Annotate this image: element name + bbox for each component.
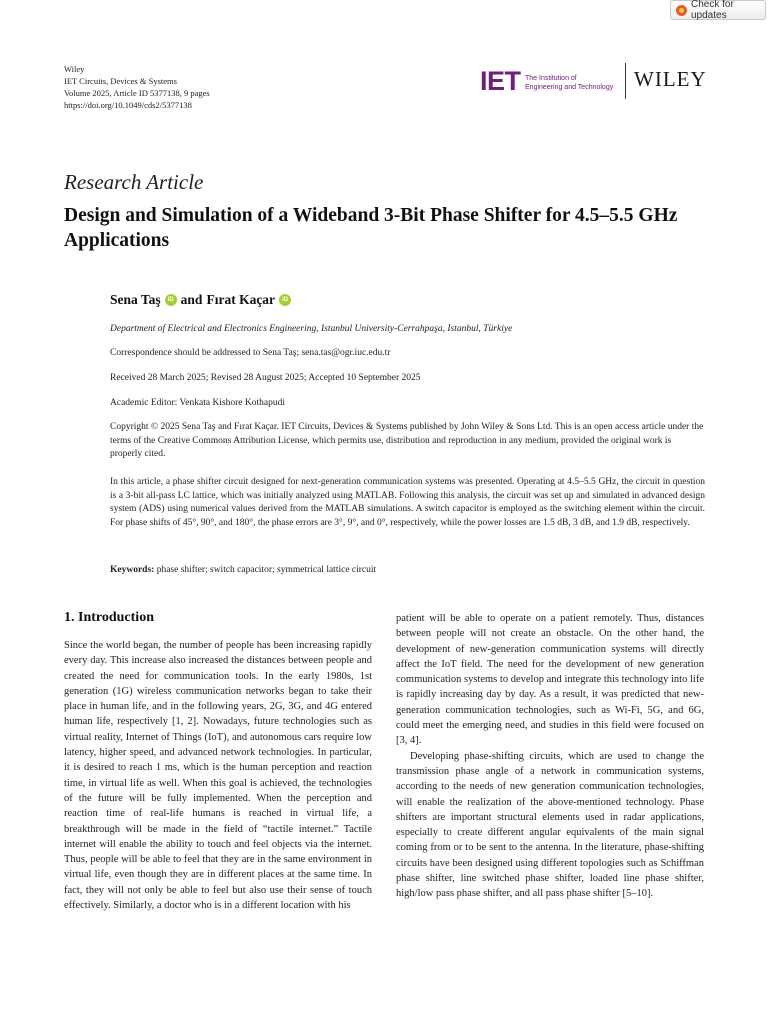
orcid-icon[interactable]: iD: [165, 294, 177, 306]
section-heading: 1. Introduction: [64, 610, 154, 625]
affiliation: Department of Electrical and Electronics Engineering, Istanbul University-Cerrahpaşa, Istanbul, Türkiye: [110, 324, 513, 334]
abstract: In this article, a phase shifter circuit designed for next-generation communication systems was presented. Operating at 4.5–5.5 GHz, the circuit in question is a 3-bit all-pass LC lattice, which was initially analyzed using MATLAB. Following this analysis, the circuit was set up and simulated in advanced design system (ADS) using numerical values derived from the MATLAB simulations. A switch capacitor is employed as the switching element within the circuit. For phase shifts of 45°, 90°, and 180°, the phase errors are 3°, 9°, and 0°, respectively, while the power losses are 1.5 dB, 3 dB, and 1.9 dB, respectively.: [110, 477, 705, 528]
publisher-name: Wiley: [64, 64, 85, 74]
logo-divider: [625, 63, 626, 99]
body-paragraph: patient will be able to operate on a patient remotely. Thus, distances between people will not create an obstacle. On the other hand, the development of new-generation communication systems will directly affect the IoT field. The need for the development of new generation communication systems to develop and integrate this technology into life is rapidly increasing day by day. As a result, it was predicted that new-generation communication technologies, such as Wi-Fi, 5G, and 6G, could meet the emerging need, and studies in this field were focused on [3, 4].: [396, 613, 704, 747]
journal-name: IET Circuits, Devices & Systems: [64, 76, 177, 86]
academic-editor: Academic Editor: Venkata Kishore Kothapudi: [110, 398, 285, 408]
author-name[interactable]: Sena Taş: [110, 292, 161, 307]
doi-link[interactable]: https://doi.org/10.1049/cds2/5377138: [64, 100, 192, 110]
body-column-right: [396, 611, 704, 902]
iet-logo-mark: IET: [480, 66, 521, 96]
journal-info: [64, 63, 210, 111]
orcid-icon[interactable]: iD: [279, 294, 291, 306]
article-title: Design and Simulation of a Wideband 3-Bit Phase Shifter for 4.5–5.5 GHz Applications: [64, 205, 678, 251]
author-name[interactable]: Fırat Kaçar: [206, 292, 276, 307]
iet-logo-line1: The Institution of: [525, 75, 577, 82]
received-dates: Received 28 March 2025; Revised 28 August 2025; Accepted 10 September 2025: [110, 373, 421, 383]
crossmark-icon: [676, 5, 687, 16]
correspondence: Correspondence should be addressed to Sena Taş; sena.tas@ogr.iuc.edu.tr: [110, 348, 391, 358]
iet-logo: [480, 66, 625, 96]
wiley-logo: WILEY: [634, 67, 707, 91]
keywords-text: phase shifter; switch capacitor; symmetrical lattice circuit: [156, 565, 377, 575]
copyright-notice: Copyright © 2025 Sena Taş and Fırat Kaçar. IET Circuits, Devices & Systems published by John Wiley & Sons Ltd. This is an open access article under the terms of the Creative Commons Attribution License, which permits use, distribution and reproduction in any medium, provided the original work is properly cited.: [110, 422, 704, 459]
check-for-updates-label: Check for updates: [691, 0, 734, 21]
keywords-label: Keywords:: [110, 565, 155, 575]
body-paragraph: Since the world began, the number of people has been increasing rapidly every day. This increase also increased the distances between people and created the need for communication tools. In the early 1980s, 1st generation (1G) wireless communication networks began to take their place in human life, and in the following years, 2G, 3G, and 4G entered human life, respectively [1, 2]. Nowadays, future technologies such as virtual reality, Internet of Things (IoT), and autonomous cars require low latency, higher speed, and advanced network technologies. In particular, it is desired to reach 1 ms, which is the human perception and reaction time, in virtual life as well. When this goal is achieved, the technologies of the future will be fully implemented. When the perception and reaction time of real-life humans is reached in virtual life, a breakthrough will be made in the field of “tactile internet.” Tactile internet will enable the ability to touch and feel objects via the internet. Thus, people will be able to feel that they are in the same environment in virtual life, even though they are in different places at the same time. In fact, they will not only be able to feel but also use their sense of touch effectively. Similarly, a doctor who is in a different location with his: [64, 640, 372, 912]
author-list: [110, 292, 291, 308]
body-paragraph: Developing phase-shifting circuits, which are used to change the transmission phase angle of a network in communication systems, according to the needs of new generation communication technologies, will enable the realization of the above-mentioned technology. Phase shifters are important structural elements used in radar applications, especially to create different angular equivalents of the main signal coming from or to be sent to the antenna. In the literature, phase-shifting circuits have been designed using different topologies such as Schiffman phase shifter, line switched phase shifter, loaded line phase shifter, high/low pass phase shifter, and all pass phase shifter [5–10].: [396, 750, 704, 900]
iet-logo-line2: Engineering and Technology: [525, 83, 614, 91]
volume-info: Volume 2025, Article ID 5377138, 9 pages: [64, 88, 210, 98]
author-connector: and: [180, 292, 203, 307]
keywords: [110, 565, 376, 575]
iet-logo-text: [525, 75, 613, 92]
check-for-updates-button[interactable]: [670, 0, 766, 20]
body-column-left: [64, 638, 372, 913]
article-type: Research Article: [64, 170, 204, 194]
